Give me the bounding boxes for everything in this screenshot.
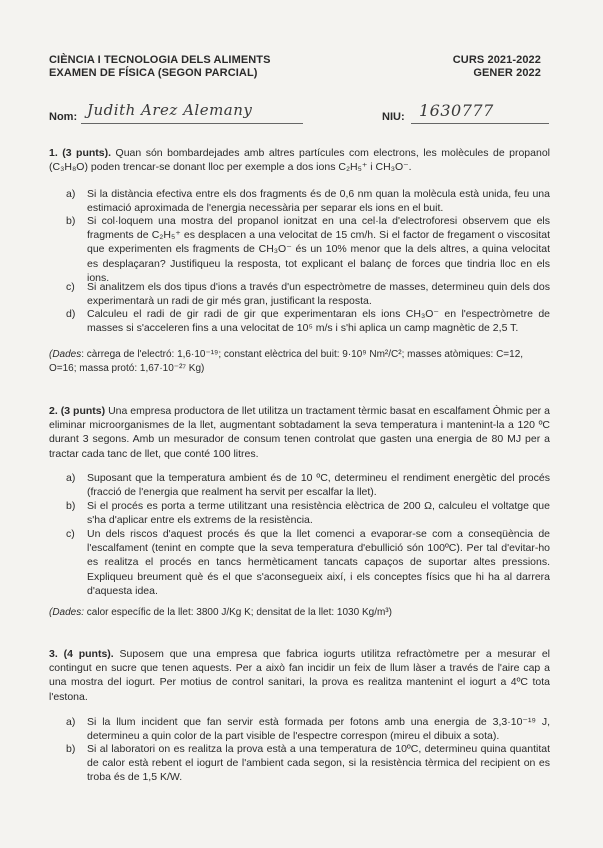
question-3-intro: [49, 647, 550, 704]
handwritten-niu: 1630777: [419, 101, 494, 120]
name-label: Nom:: [49, 111, 78, 123]
item-marker: a): [66, 188, 76, 200]
name-underline: [81, 123, 303, 124]
question-1-data: [49, 348, 550, 375]
item-text: Si al laboratori on es realitza la prova està a una temperatura de 10ºC, determineu quina quantitat de calor està rebent el iogurt de l'ambient cada segon, si la resistència tèrmica del recipient on es troba és de 1,5 K/W.: [87, 743, 550, 784]
student-info-row: [49, 103, 549, 127]
q1-item-c: [68, 280, 550, 308]
q3-item-b: [68, 742, 550, 785]
item-text: Si analitzem els dos tipus d'ions a través d'un espectròmetre de masses, determineu quin dels dos experimentarà un radi de gir més gran, justificant la resposta.: [87, 281, 550, 308]
course-title: CIÈNCIA I TECNOLOGIA DELS ALIMENTS: [49, 54, 271, 66]
item-text: Suposant que la temperatura ambient és de 10 ºC, determineu el rendiment energètic del procés (fracció de l'energia que realment ha servit per escalfar la llet).: [87, 472, 550, 499]
niu-underline: [411, 123, 549, 124]
item-text: Calculeu el radi de gir radi de gir que experimentaran els ions CH₃O⁻ en l'espectròmetre de masses si s'acceleren fins a una velocitat de 10⁵ m/s i s'hi aplica un camp magnètic de 2,5 T.: [87, 308, 550, 335]
q1-item-d: [68, 307, 550, 335]
exam-title: EXAMEN DE FÍSICA (SEGON PARCIAL): [49, 67, 258, 79]
q3-item-a: [68, 715, 550, 743]
item-text: Un dels riscos d'aquest procés és que la llet comenci a evaporar-se com a conseqüència de l'escalfament (tenint en compte que la seva temperatura d'ebullició són 100ºC). Per tal d'evitar-ho es realitza el procés en tancs hermèticament tancats capaços de suportar altes pressions. Expliqueu breument què és el que s'aconsegueix així, i els conceptes físics que hi ha al darrera d'aquesta idea.: [87, 528, 550, 597]
item-marker: a): [66, 716, 76, 728]
item-marker: c): [66, 528, 75, 540]
q1-item-b: [68, 214, 550, 285]
academic-year: CURS 2021-2022: [452, 54, 541, 66]
item-text: Si col·loquem una mostra del propanol ionitzat en una cel·la d'electroforesi observem que els fragments de C₂H₅⁺ es desplacen a una velocitat de 15 cm/h. Si el factor de fregament o viscositat que experimenten els fragments de CH₃O⁻ és un 10% menor que la dels altres, a quina velocitat es desplaçaran? Justifiqueu la resposta, tot explicant el balanç de forces que tindria lloc en els ions.: [87, 215, 550, 284]
question-3-number: 3. (4 punts).: [49, 648, 114, 660]
item-marker: b): [66, 215, 76, 227]
item-marker: b): [66, 743, 76, 755]
item-marker: c): [66, 281, 75, 293]
question-2-intro: [49, 404, 550, 461]
item-marker: d): [66, 308, 76, 320]
question-2-text: Una empresa productora de llet utilitza un tractament tèrmic basat en escalfament Òhmic per a eliminar microorganismes de la llet, augmentant sobtadament la seva temperatura i mantenint-la a 120 ºC durant 3 segons. Amb un mesurador de consum tenen controlat que gasten una energia de 80 MJ per a tractar cada tanc de llet, que conté 100 litres.: [49, 405, 550, 460]
data-values: : càrrega de l'electró: 1,6·10⁻¹⁹; constant elèctrica del buit: 9·10⁹ Nm²/C²; masses atòmiques: C=12, O=16; massa protó: 1,67·10⁻²⁷ Kg): [49, 349, 524, 374]
q2-item-a: [68, 471, 550, 499]
item-text: Si el procés es porta a terme utilitzant una resistència elèctrica de 200 Ω, calculeu el voltatge que s'ha d'aplicar entre els extrems de la resistència.: [87, 500, 550, 527]
course-header: [49, 54, 271, 80]
q1-item-a: [68, 187, 550, 215]
niu-label: NIU:: [382, 111, 405, 123]
data-label: (Dades:: [49, 607, 85, 618]
data-label: (Dades: [49, 349, 82, 360]
question-3-text: Suposem que una empresa que fabrica iogurts utilitza refractòmetre per a mesurar el contingut en sucre que tenen aquests. Per a això fan incidir un feix de llum làser a través de l'aire cap a una mostra del iogurt. Per motius de control sanitari, la prova es realitza mantenint el iogurt a 4ºC tota l'estona.: [49, 648, 551, 703]
question-1-intro: [49, 146, 550, 174]
q2-item-b: [68, 499, 550, 527]
term-header: [453, 54, 541, 80]
item-marker: b): [66, 500, 76, 512]
question-1-number: 1. (3 punts).: [49, 147, 112, 159]
handwritten-name: Judith Arez Alemany: [87, 101, 253, 119]
q2-item-c: [68, 527, 550, 598]
exam-date: GENER 2022: [473, 67, 541, 79]
item-marker: a): [66, 472, 76, 484]
data-values: calor específic de la llet: 3800 J/Kg K; densitat de la llet: 1030 Kg/m³): [84, 607, 392, 618]
question-1-text: Quan són bombardejades amb altres partícules com electrons, les molècules de propanol (C₃H₈O) poden trencar-se donant lloc per exemple a dos ions C₂H₅⁺ i CH₃O⁻.: [49, 147, 551, 174]
item-text: Si la llum incident que fan servir està formada per fotons amb una energia de 3,3·10⁻¹⁹ J, determineu a quin color de la part visible de l'espectre correspon (mireu el dibuix a sota).: [87, 716, 550, 743]
item-text: Si la distància efectiva entre els dos fragments és de 0,6 nm quan la molècula està unida, feu una estimació aproximada de l'energia necessària per separar els ions en el buit.: [87, 188, 550, 215]
question-2-number: 2. (3 punts): [49, 405, 106, 417]
question-2-data: [49, 606, 550, 620]
